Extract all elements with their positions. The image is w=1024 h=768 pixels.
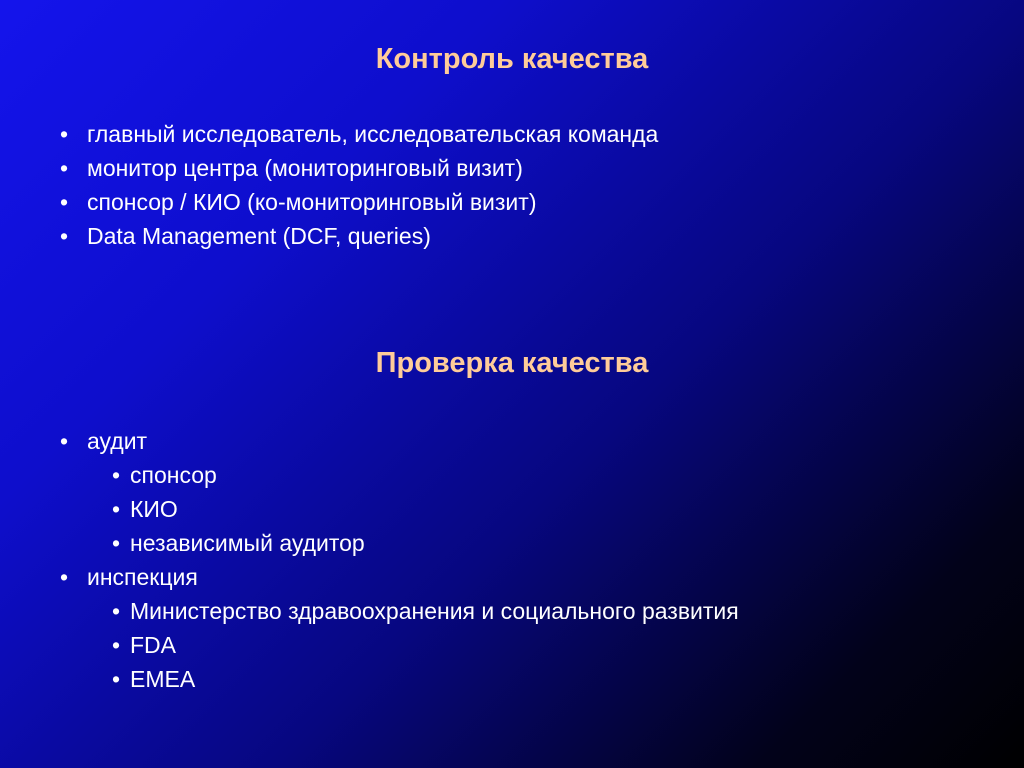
sub-list-item-text: FDA [130, 632, 176, 658]
sub-list-item [0, 526, 1024, 560]
list-item [0, 151, 1024, 185]
list-item-text: монитор центра (мониторинговый визит) [87, 155, 523, 181]
bullet-icon: • [112, 632, 121, 658]
sub-list-item-text: КИО [130, 496, 178, 522]
bullet-icon: • [60, 155, 69, 181]
bullet-icon: • [60, 564, 69, 590]
sub-list-item [0, 662, 1024, 696]
section-title-quality-assurance: Проверка качества [375, 347, 649, 379]
list-item-text: главный исследователь, исследовательская команда [87, 121, 659, 147]
list-item [0, 185, 1024, 219]
list-item-text: спонсор / КИО (ко-мониторинговый визит) [87, 189, 537, 215]
sub-list-item [0, 594, 1024, 628]
list-item-text: Data Management (DCF, queries) [87, 223, 431, 249]
quality-control-list [0, 117, 1024, 253]
bullet-icon: • [112, 462, 121, 488]
list-item [0, 424, 1024, 458]
sub-list-item-text: независимый аудитор [130, 530, 365, 556]
sub-list-item [0, 628, 1024, 662]
sub-list-item-text: EMEA [130, 666, 196, 692]
bullet-icon: • [60, 223, 69, 249]
bullet-icon: • [112, 598, 121, 624]
bullet-icon: • [60, 189, 69, 215]
bullet-icon: • [112, 530, 121, 556]
list-item-text: аудит [87, 428, 148, 454]
list-item-text: инспекция [87, 564, 198, 590]
sub-list-item [0, 492, 1024, 526]
bullet-icon: • [60, 121, 69, 147]
list-item [0, 219, 1024, 253]
list-item [0, 117, 1024, 151]
bullet-icon: • [112, 496, 121, 522]
bullet-icon: • [60, 428, 69, 454]
sub-list-item-text: спонсор [130, 462, 217, 488]
list-item [0, 560, 1024, 594]
sub-list-item-text: Министерство здравоохранения и социального развития [130, 598, 739, 624]
quality-assurance-list [0, 424, 1024, 696]
sub-list-item [0, 458, 1024, 492]
bullet-icon: • [112, 666, 121, 692]
section-title-quality-control: Контроль качества [375, 43, 649, 75]
